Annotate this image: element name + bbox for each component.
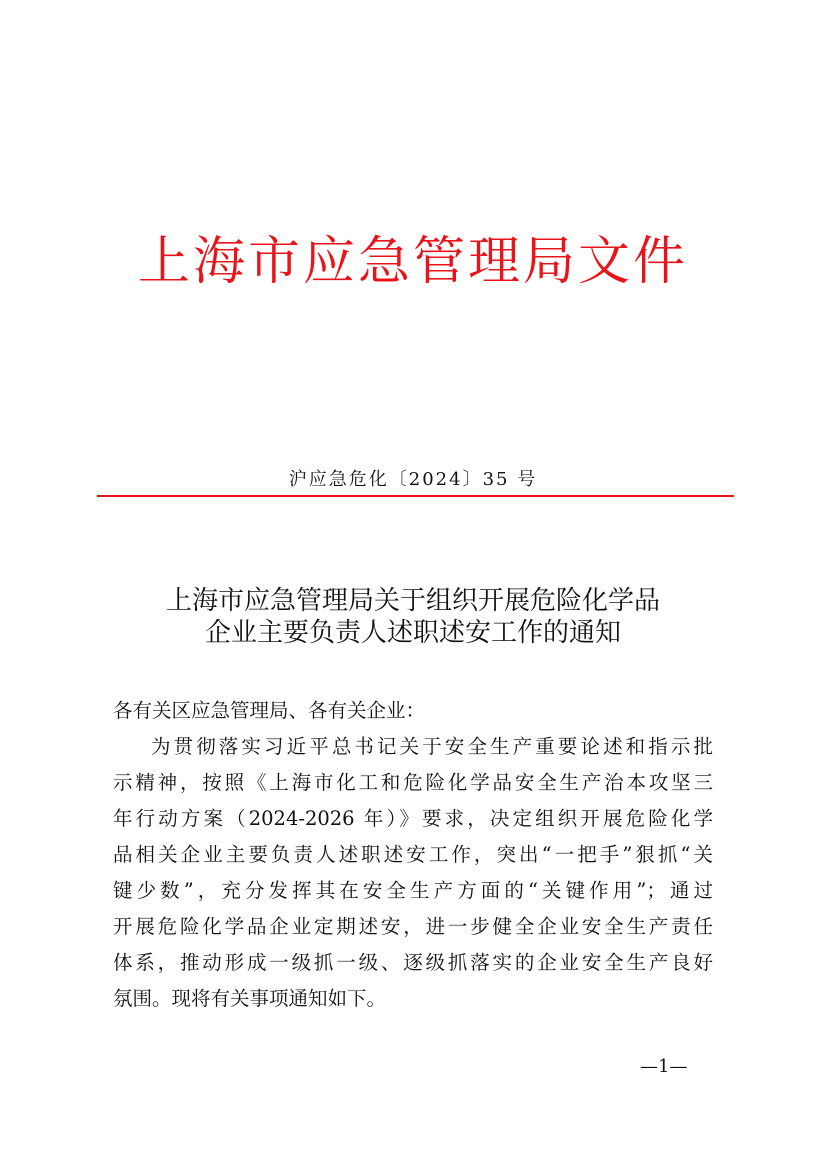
body-line: 键少数”，充分发挥其在安全生产方面的“关键作用”；通过 xyxy=(113,879,713,902)
red-divider xyxy=(97,495,734,497)
body-line: 为贯彻落实习近平总书记关于安全生产重要论述和指示批 xyxy=(151,735,713,758)
document-number: 沪应急危化〔2024〕35 号 xyxy=(288,469,538,490)
body-line: 品相关企业主要负责人述职述安工作，突出“一把手”狠抓“关 xyxy=(113,843,713,866)
salutation: 各有关区应急管理局、各有关企业： xyxy=(113,699,426,722)
body-line: 氛围。现将有关事项通知如下。 xyxy=(113,987,387,1010)
document-header-title: 上海市应急管理局文件 xyxy=(137,232,688,292)
notice-title-line-2: 企业主要负责人述职述安工作的通知 xyxy=(204,618,621,648)
body-line: 开展危险化学品企业定期述安，进一步健全企业安全生产责任 xyxy=(113,915,713,938)
body-line: 年行动方案（2024-2026 年）》要求，决定组织开展危险化学 xyxy=(113,807,713,830)
body-line: 体系，推动形成一级抓一级、逐级抓落实的企业安全生产良好 xyxy=(113,951,713,974)
notice-title-line-1: 上海市应急管理局关于组织开展危险化学品 xyxy=(165,586,660,616)
body-line: 示精神，按照《上海市化工和危险化学品安全生产治本攻坚三 xyxy=(113,771,713,794)
page-number: —1— xyxy=(640,1056,688,1077)
